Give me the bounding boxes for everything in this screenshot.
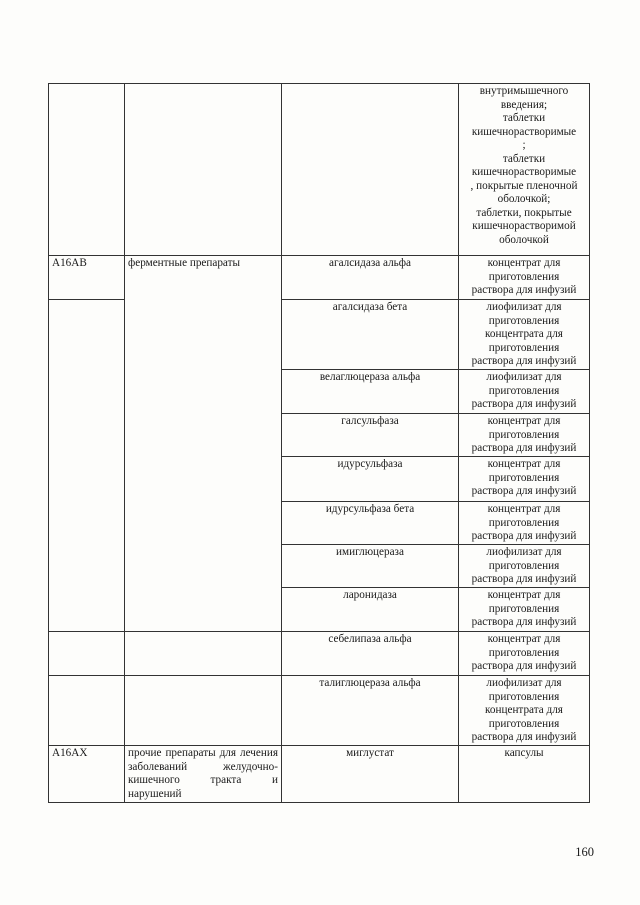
dosage-form-cell [459, 632, 590, 676]
dosage-form-line: раствора для инфузий [471, 284, 577, 296]
dosage-form-line: таблетки [502, 152, 546, 165]
dosage-form-cell [459, 746, 590, 803]
dosage-form-line: приготовления [488, 717, 560, 730]
dosage-form-cell [459, 676, 590, 746]
dosage-form-cell [459, 588, 590, 632]
atc-code-cell [49, 545, 125, 588]
dosage-form-line: раствора для инфузий [471, 573, 577, 585]
dosage-form-line: приготовления [488, 471, 560, 484]
dosage-form-line: кишечнорастворимой [472, 220, 576, 232]
dosage-form-line: раствора для инфузий [471, 660, 577, 672]
atc-code-cell [49, 676, 125, 746]
inn-cell: велаглюцераза альфа [282, 370, 459, 414]
atc-code-cell [49, 300, 125, 370]
dosage-form-line: кишечнорастворимые [471, 125, 577, 138]
dosage-form-line: приготовления [488, 559, 560, 572]
dosage-form-line: раствора для инфузий [471, 355, 577, 367]
dosage-form-cell [459, 256, 590, 300]
inn-cell: миглустат [282, 746, 459, 803]
dosage-form-line: введения; [500, 98, 548, 111]
dosage-form-line: приготовления [488, 314, 560, 327]
atc-code-cell [49, 457, 125, 502]
dosage-form-line: концентрат для [487, 633, 561, 645]
dosage-form-line: приготовления [488, 428, 560, 441]
dosage-form-line: ; [522, 139, 526, 151]
dosage-form-line: лиофилизат для [486, 301, 562, 313]
atc-code-cell [49, 502, 125, 545]
dosage-form-line: концентрата для [485, 704, 563, 716]
inn-cell: идурсульфаза [282, 457, 459, 502]
dosage-form-line: концентрат для [487, 415, 561, 427]
dosage-form-line: лиофилизат для [486, 546, 562, 558]
atc-code-cell [49, 414, 125, 457]
dosage-form-line: раствора для инфузий [471, 398, 577, 410]
dosage-form-line: кишечнорастворимые [471, 166, 577, 178]
dosage-form-cell [459, 545, 590, 588]
dosage-form-line: приготовления [488, 646, 560, 659]
dosage-form-line: капсулы [504, 747, 544, 759]
dosage-form-line: , покрытые пленочной [470, 179, 578, 192]
dosage-form-line: приготовления [488, 384, 560, 397]
dosage-form-line: приготовления [488, 270, 560, 283]
inn-cell: ларонидаза [282, 588, 459, 632]
dosage-form-line: раствора для инфузий [471, 530, 577, 542]
dosage-form-line: приготовления [488, 602, 560, 615]
dosage-form-cell [459, 370, 590, 414]
dosage-form-line: раствора для инфузий [471, 442, 577, 454]
dosage-form-line: концентрат для [487, 257, 561, 269]
table-row [49, 256, 590, 300]
dosage-form-line: раствора для инфузий [471, 485, 577, 497]
group-name-cell [125, 632, 282, 676]
dosage-form-line: концентрата для [485, 328, 563, 340]
dosage-form-line: раствора для инфузий [471, 731, 577, 743]
dosage-form-line: концентрат для [487, 458, 561, 470]
inn-cell: талиглюцераза альфа [282, 676, 459, 746]
dosage-form-cell [459, 300, 590, 370]
group-name-cell: ферментные препараты [125, 256, 282, 632]
inn-cell: галсульфаза [282, 414, 459, 457]
dosage-form-line: приготовления [488, 341, 560, 354]
atc-code-cell [49, 370, 125, 414]
dosage-form-line: оболочкой; [497, 193, 551, 205]
table-row [49, 84, 590, 256]
atc-code-cell [49, 588, 125, 632]
inn-cell: агалсидаза альфа [282, 256, 459, 300]
table-row [49, 676, 590, 746]
group-name-cell [125, 676, 282, 746]
dosage-form-line: таблетки [502, 112, 546, 124]
group-name-cell: прочие препараты для лечения заболеваний желудочно-кишечного тракта и нарушений [125, 746, 282, 803]
dosage-form-line: приготовления [488, 516, 560, 529]
dosage-form-line: лиофилизат для [486, 677, 562, 689]
dosage-form-line: концентрат для [487, 589, 561, 601]
dosage-form-line: таблетки, покрытые [476, 206, 572, 219]
atc-code-cell: A16AX [49, 746, 125, 803]
dosage-form-line: приготовления [488, 690, 560, 703]
dosage-form-line: лиофилизат для [486, 371, 562, 383]
dosage-form-cell [459, 414, 590, 457]
atc-code-cell [49, 632, 125, 676]
drug-table [48, 83, 590, 803]
dosage-form-line: концентрат для [487, 503, 561, 515]
dosage-form-cell [459, 84, 590, 256]
group-name-cell [125, 84, 282, 256]
inn-cell: себелипаза альфа [282, 632, 459, 676]
inn-cell: имиглюцераза [282, 545, 459, 588]
atc-code-cell [49, 84, 125, 256]
table-row [49, 746, 590, 803]
dosage-form-line: раствора для инфузий [471, 616, 577, 628]
page-number: 160 [575, 845, 594, 859]
dosage-form-line: оболочкой [499, 233, 549, 246]
inn-cell [282, 84, 459, 256]
table-row [49, 632, 590, 676]
dosage-form-cell [459, 457, 590, 502]
inn-cell: агалсидаза бета [282, 300, 459, 370]
atc-code-cell: A16AB [49, 256, 125, 300]
inn-cell: идурсульфаза бета [282, 502, 459, 545]
dosage-form-cell [459, 502, 590, 545]
dosage-form-line: внутримышечного [479, 85, 569, 97]
